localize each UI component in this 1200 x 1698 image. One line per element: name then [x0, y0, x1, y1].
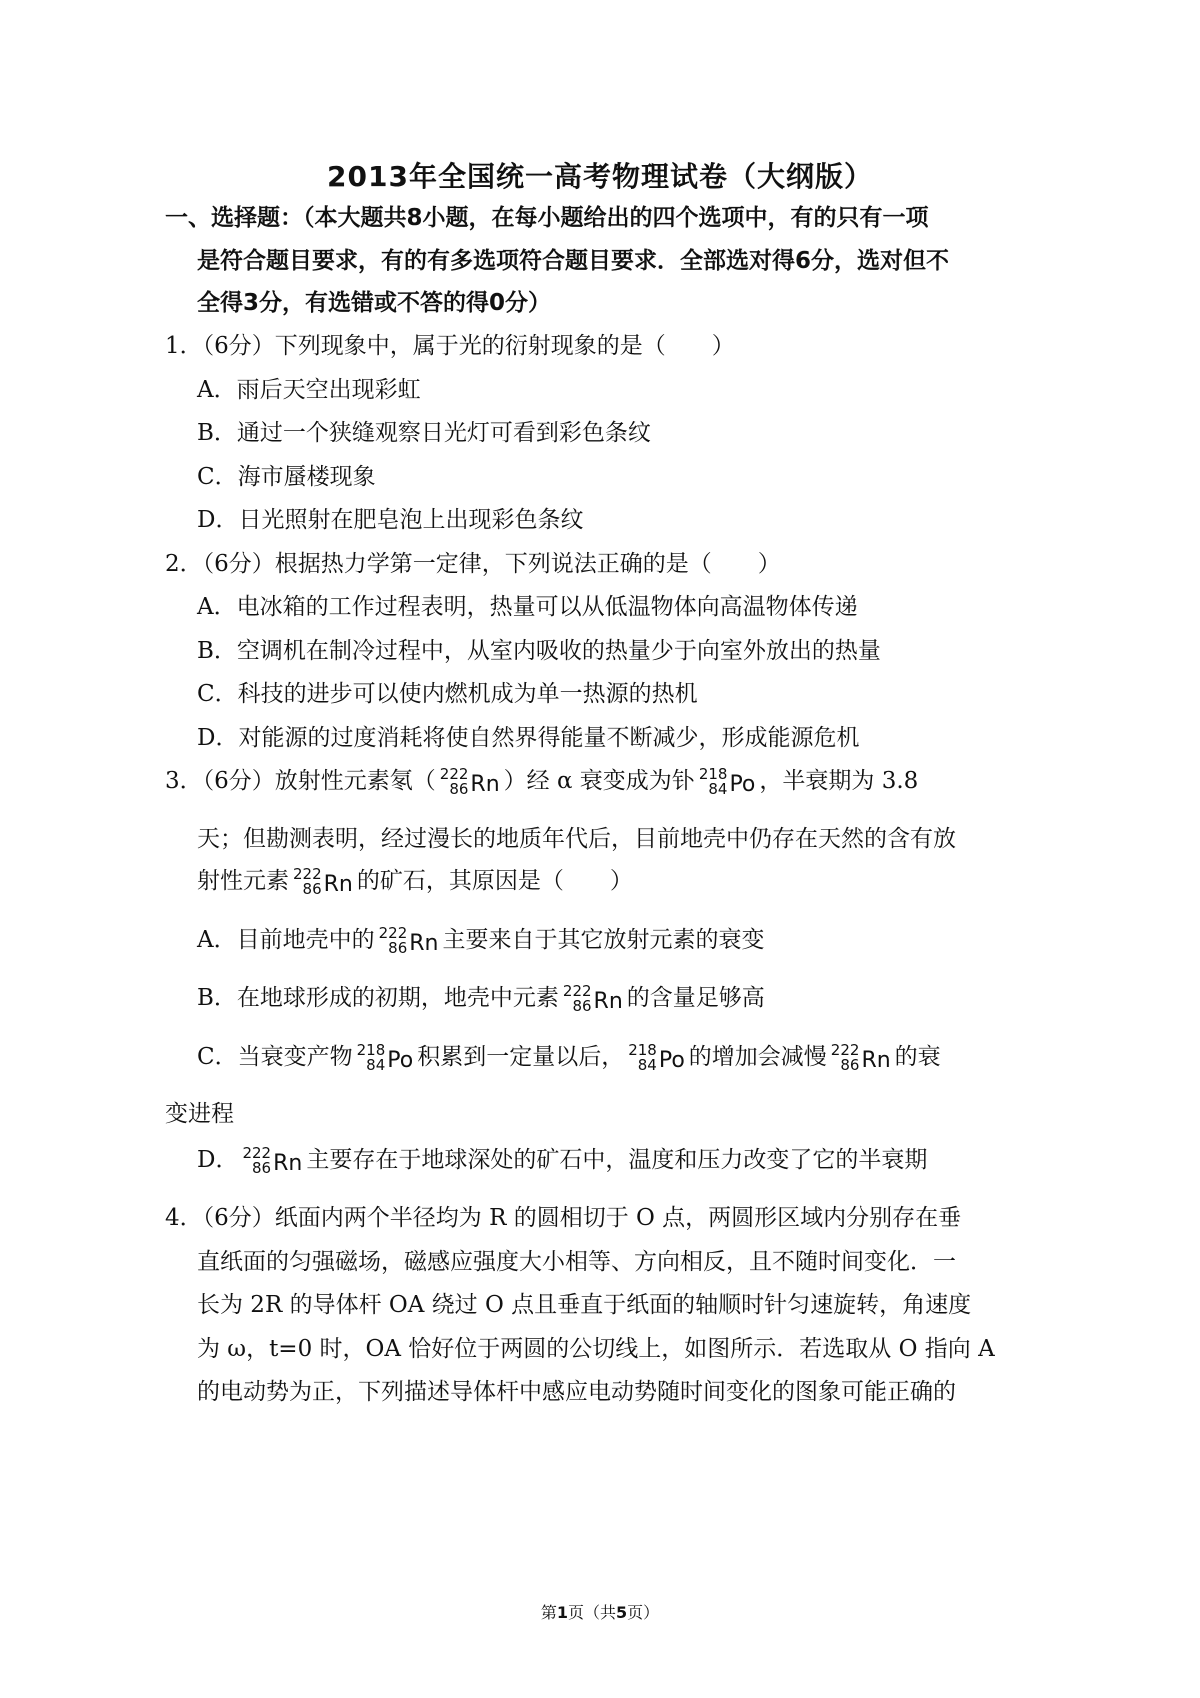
question-3-option-d	[197, 1146, 927, 1176]
element-symbol: Po	[658, 1048, 685, 1073]
mass-number: 222	[378, 924, 408, 942]
question-3-option-a	[197, 926, 765, 956]
q3-stem-text-2: ）经 α 衰变成为钋	[503, 768, 695, 794]
mass-number: 222	[242, 1144, 272, 1162]
q3-b-text-2: 的含量足够高	[626, 985, 765, 1011]
element-symbol: Rn	[861, 1048, 891, 1073]
q3-c-text-4: 的衰	[894, 1044, 941, 1070]
page-number: 1	[556, 1603, 568, 1622]
element-symbol: Rn	[323, 872, 353, 897]
question-3-stem-line-2: 天；但勘测表明，经过漫长的地质年代后，目前地壳中仍存在天然的含有放	[197, 826, 956, 852]
radon-nuclide	[242, 1146, 302, 1176]
question-1-option-c: C．海市蜃楼现象	[197, 464, 376, 490]
q3-c-text-1: C．当衰变产物	[197, 1044, 353, 1070]
q3-line3-text-1: 射性元素	[197, 868, 289, 894]
radon-nuclide	[563, 984, 623, 1014]
polonium-nuclide	[699, 767, 756, 797]
question-4-line-2: 直纸面的匀强磁场，磁感应强度大小相等、方向相反，且不随时间变化．一	[197, 1249, 956, 1275]
q3-stem-text-1: 3．（6分）放射性元素氡（	[165, 768, 436, 794]
question-4-line-5: 的电动势为正，下列描述导体杆中感应电动势随时间变化的图象可能正确的	[197, 1379, 956, 1405]
radon-nuclide	[831, 1043, 891, 1073]
question-3-option-c	[197, 1043, 941, 1073]
mass-number: 222	[830, 1041, 860, 1059]
atomic-number: 84	[366, 1056, 386, 1074]
element-symbol: Rn	[409, 931, 439, 956]
atomic-number: 86	[302, 880, 322, 898]
radon-nuclide	[293, 867, 353, 897]
question-1-option-b: B．通过一个狭缝观察日光灯可看到彩色条纹	[197, 420, 651, 446]
atomic-number: 86	[252, 1159, 272, 1177]
q3-c-text-2: 积累到一定量以后，	[417, 1044, 625, 1070]
question-2-option-d: D．对能源的过度消耗将使自然界得能量不断减少，形成能源危机	[197, 725, 860, 751]
q3-a-text-2: 主要来自于其它放射元素的衰变	[442, 927, 765, 953]
q3-c-text-3: 的增加会减慢	[688, 1044, 827, 1070]
question-2-option-b: B．空调机在制冷过程中，从室内吸收的热量少于向室外放出的热量	[197, 638, 881, 664]
footer-text-1: 第	[540, 1603, 557, 1622]
element-symbol: Rn	[470, 772, 500, 797]
page-footer	[0, 1600, 1200, 1623]
q3-d-text-1: D．	[197, 1147, 239, 1173]
polonium-nuclide	[628, 1043, 685, 1073]
section-heading-line-1: 一、选择题：（本大题共8小题，在每小题给出的四个选项中，有的只有一项	[165, 205, 929, 231]
atomic-number: 84	[637, 1056, 657, 1074]
mass-number: 218	[698, 765, 728, 783]
question-1-option-a: A．雨后天空出现彩虹	[197, 377, 421, 403]
radon-nuclide	[440, 767, 500, 797]
section-heading-line-2: 是符合题目要求，有的有多选项符合题目要求．全部选对得6分，选对但不	[197, 248, 950, 274]
footer-text-2: 页（共	[567, 1603, 616, 1622]
atomic-number: 84	[708, 780, 728, 798]
question-1-stem: 1．（6分）下列现象中，属于光的衍射现象的是（ ）	[165, 333, 735, 359]
atomic-number: 86	[388, 939, 408, 957]
footer-text-3: 页）	[627, 1603, 660, 1622]
mass-number: 218	[356, 1041, 386, 1059]
atomic-number: 86	[840, 1056, 860, 1074]
q3-line3-text-2: 的矿石，其原因是（ ）	[356, 868, 633, 894]
question-4-line-4: 为 ω，t=0 时，OA 恰好位于两圆的公切线上，如图所示．若选取从 O 指向 A	[197, 1336, 995, 1362]
question-4-line-1: 4．（6分）纸面内两个半径均为 R 的圆相切于 O 点，两圆形区域内分别存在垂	[165, 1205, 962, 1231]
q3-d-text-2: 主要存在于地球深处的矿石中，温度和压力改变了它的半衰期	[306, 1147, 928, 1173]
question-3-stem-line-1	[165, 767, 918, 797]
question-2-stem: 2．（6分）根据热力学第一定律，下列说法正确的是（ ）	[165, 551, 781, 577]
atomic-number: 86	[449, 780, 469, 798]
section-heading-line-3: 全得3分，有选错或不答的得0分）	[197, 290, 552, 316]
total-pages: 5	[616, 1603, 628, 1622]
element-symbol: Rn	[273, 1151, 303, 1176]
polonium-nuclide	[357, 1043, 414, 1073]
mass-number: 222	[439, 765, 469, 783]
atomic-number: 86	[572, 997, 592, 1015]
q3-a-text-1: A．目前地壳中的	[197, 927, 375, 953]
mass-number: 222	[293, 865, 322, 883]
page-title: 2013年全国统一高考物理试卷（大纲版）	[327, 160, 873, 193]
question-4-line-3: 长为 2R 的导体杆 OA 绕过 O 点且垂直于纸面的轴顺时针匀速旋转，角速度	[197, 1292, 972, 1318]
element-symbol: Po	[387, 1048, 414, 1073]
question-3-option-b	[197, 984, 765, 1014]
radon-nuclide	[379, 926, 439, 956]
mass-number: 222	[562, 982, 592, 1000]
question-3-option-c-continuation: 变进程	[165, 1101, 234, 1127]
mass-number: 218	[628, 1041, 657, 1059]
question-2-option-a: A．电冰箱的工作过程表明，热量可以从低温物体向高温物体传递	[197, 594, 858, 620]
q3-stem-text-3: ，半衰期为 3.8	[759, 768, 919, 794]
q3-b-text-1: B．在地球形成的初期，地壳中元素	[197, 985, 559, 1011]
element-symbol: Rn	[593, 989, 623, 1014]
element-symbol: Po	[729, 772, 756, 797]
question-1-option-d: D．日光照射在肥皂泡上出现彩色条纹	[197, 507, 584, 533]
question-3-stem-line-3	[197, 867, 633, 897]
question-2-option-c: C．科技的进步可以使内燃机成为单一热源的热机	[197, 681, 698, 707]
